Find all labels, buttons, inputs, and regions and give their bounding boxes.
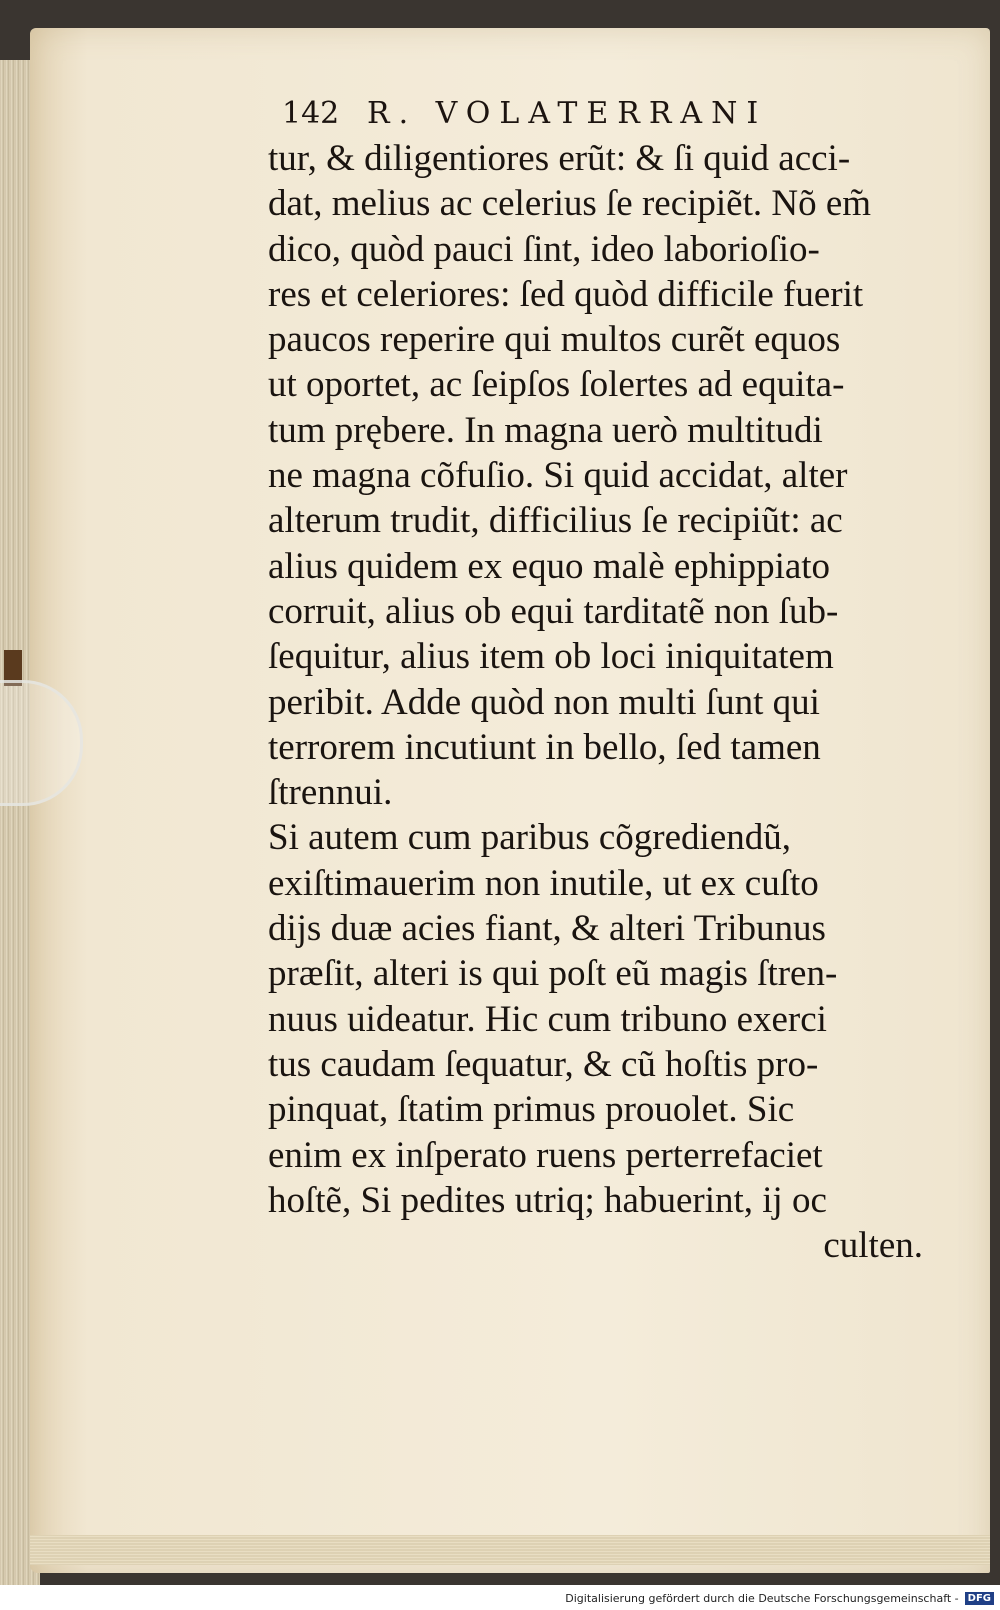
text-line: nuus uideatur. Hic cum tribuno exerci bbox=[268, 998, 827, 1040]
header-title: R. VOLATERRANI bbox=[367, 95, 768, 131]
text-line: ut oportet, ac ſeipſos ſolertes ad equita- bbox=[268, 364, 845, 406]
text-line: ne magna cõfuſio. Si quid accidat, alter bbox=[268, 455, 848, 497]
text-line: Si autem cum paribus cõgrediendũ, bbox=[268, 817, 792, 859]
text-line: tus caudam ſequatur, & cũ hoſtis pro- bbox=[268, 1043, 819, 1085]
page-number: 142 bbox=[282, 95, 340, 131]
text-line: enim ex inſperato ruens perterrefaciet bbox=[268, 1134, 823, 1176]
text-line: tur, & diligentiores erũt: & ſi quid acci- bbox=[268, 138, 851, 179]
text-line: alterum trudit, difficilius ſe recipiũt: ac bbox=[268, 500, 843, 542]
catchword: culten. bbox=[823, 1225, 923, 1267]
text-line: dĳs duæ acies fiant, & alteri Tribunus bbox=[268, 908, 826, 950]
text-block bbox=[268, 136, 948, 1268]
text-line: terrorem incutiunt in bello, ſed tamen bbox=[268, 726, 821, 768]
text-line: corruit, alius ob equi tarditatẽ non ſub- bbox=[268, 590, 839, 632]
text-line: peribit. Adde quòd non multi ſunt qui bbox=[268, 681, 820, 723]
text-line: pinquat, ſtatim primus prouolet. Sic bbox=[268, 1089, 795, 1131]
footer-text: Digitalisierung gefördert durch die Deutsche Forschungsgemeinschaft - bbox=[565, 1592, 959, 1605]
footer bbox=[0, 1587, 1000, 1610]
text-line: dat, melius ac celerius ſe recipiẽt. Nõ em̃ bbox=[268, 183, 872, 225]
running-head bbox=[282, 88, 922, 138]
text-line: tum prębere. In magna uerò multitudi bbox=[268, 409, 823, 451]
dfg-logo: DFG bbox=[965, 1592, 994, 1605]
text-line: alius quidem ex equo malè ephippiato bbox=[268, 545, 831, 587]
text-line: paucos reperire qui multos curẽt equos bbox=[268, 319, 841, 361]
text-line: res et celeriores: ſed quòd difficile fuerit bbox=[268, 273, 864, 315]
page-bottom-edge bbox=[30, 1535, 990, 1565]
text-line: ſtrennui. bbox=[268, 772, 393, 814]
text-line: ſequitur, alius item ob loci iniquitatem bbox=[268, 636, 834, 678]
text-line: hoſtẽ, Si pedites utriq; habuerint, ĳ oc bbox=[268, 1179, 827, 1221]
text-line: exiſtimauerim non inutile, ut ex cuſto bbox=[268, 862, 819, 904]
text-line: dico, quòd pauci ſint, ideo laborioſio- bbox=[268, 228, 820, 270]
text-line: præſit, alteri is qui poſt eũ magis ſtren- bbox=[268, 953, 838, 995]
